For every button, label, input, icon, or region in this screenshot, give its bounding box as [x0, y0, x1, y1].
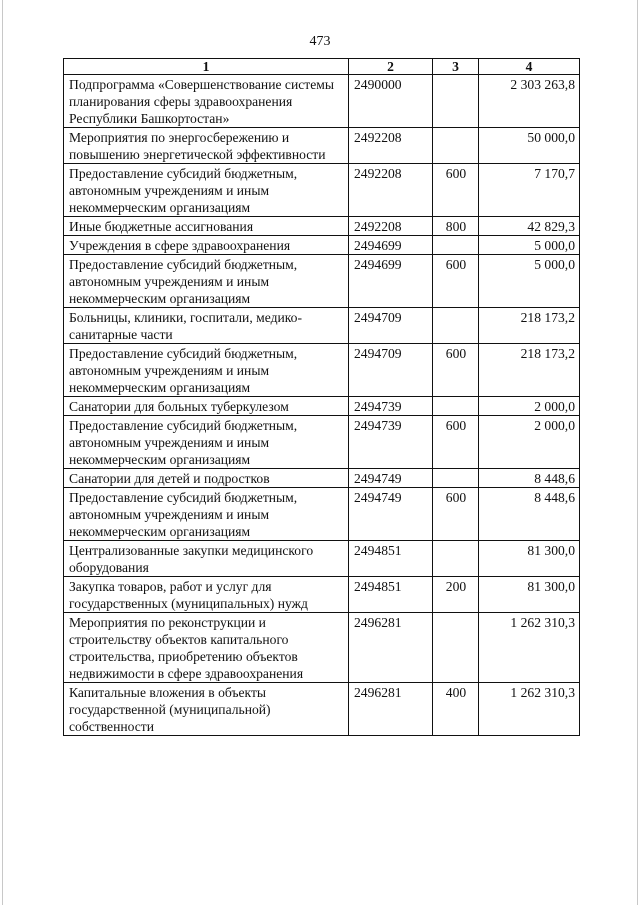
row-type-cell	[433, 75, 479, 128]
row-amount-cell: 81 300,0	[479, 577, 580, 613]
row-code-cell: 2490000	[349, 75, 433, 128]
row-code-cell: 2494749	[349, 488, 433, 541]
row-name-cell: Больницы, клиники, госпитали, медико-санитарные части	[64, 308, 349, 344]
row-amount-cell: 7 170,7	[479, 164, 580, 217]
table-body	[64, 75, 580, 736]
table-row	[64, 255, 580, 308]
row-name-cell: Учреждения в сфере здравоохранения	[64, 236, 349, 255]
row-code-cell: 2492208	[349, 217, 433, 236]
row-code-cell: 2494699	[349, 255, 433, 308]
row-amount-cell: 2 000,0	[479, 397, 580, 416]
row-name-cell: Предоставление субсидий бюджетным, автономным учреждениям и иным некоммерческим организациям	[64, 416, 349, 469]
row-type-cell: 600	[433, 416, 479, 469]
row-code-cell: 2496281	[349, 613, 433, 683]
row-type-cell	[433, 397, 479, 416]
table-row	[64, 416, 580, 469]
row-name-cell: Иные бюджетные ассигнования	[64, 217, 349, 236]
table-row	[64, 577, 580, 613]
column-header-1: 1	[64, 59, 349, 75]
row-name-cell: Закупка товаров, работ и услуг для государственных (муниципальных) нужд	[64, 577, 349, 613]
row-name-cell: Подпрограмма «Совершенствование системы планирования сферы здравоохранения Республики Башкортостан»	[64, 75, 349, 128]
row-code-cell: 2494749	[349, 469, 433, 488]
column-header-2: 2	[349, 59, 433, 75]
row-name-cell: Капитальные вложения в объекты государственной (муниципальной) собственности	[64, 683, 349, 736]
row-code-cell: 2494709	[349, 308, 433, 344]
row-amount-cell: 1 262 310,3	[479, 683, 580, 736]
row-type-cell	[433, 128, 479, 164]
table-row	[64, 397, 580, 416]
row-amount-cell: 81 300,0	[479, 541, 580, 577]
table-row	[64, 164, 580, 217]
row-code-cell: 2494739	[349, 416, 433, 469]
row-name-cell: Предоставление субсидий бюджетным, автономным учреждениям и иным некоммерческим организациям	[64, 344, 349, 397]
row-type-cell	[433, 236, 479, 255]
row-type-cell: 200	[433, 577, 479, 613]
scan-left-edge	[2, 0, 3, 905]
table-row	[64, 75, 580, 128]
row-code-cell: 2494699	[349, 236, 433, 255]
row-amount-cell: 218 173,2	[479, 308, 580, 344]
row-type-cell: 600	[433, 255, 479, 308]
table-row	[64, 128, 580, 164]
row-type-cell	[433, 613, 479, 683]
row-amount-cell: 2 303 263,8	[479, 75, 580, 128]
row-code-cell: 2492208	[349, 164, 433, 217]
row-amount-cell: 8 448,6	[479, 469, 580, 488]
row-name-cell: Предоставление субсидий бюджетным, автономным учреждениям и иным некоммерческим организациям	[64, 488, 349, 541]
row-type-cell: 600	[433, 488, 479, 541]
row-amount-cell: 5 000,0	[479, 255, 580, 308]
row-amount-cell: 8 448,6	[479, 488, 580, 541]
row-name-cell: Мероприятия по энергосбережению и повышению энергетической эффективности	[64, 128, 349, 164]
page-number: 473	[309, 34, 331, 49]
row-amount-cell: 5 000,0	[479, 236, 580, 255]
row-code-cell: 2494709	[349, 344, 433, 397]
row-amount-cell: 1 262 310,3	[479, 613, 580, 683]
table-row	[64, 683, 580, 736]
row-name-cell: Санатории для больных туберкулезом	[64, 397, 349, 416]
table-row	[64, 344, 580, 397]
row-amount-cell: 50 000,0	[479, 128, 580, 164]
row-type-cell: 600	[433, 344, 479, 397]
budget-table	[63, 58, 580, 736]
column-header-4: 4	[479, 59, 580, 75]
table-row	[64, 541, 580, 577]
row-code-cell: 2494739	[349, 397, 433, 416]
row-type-cell: 400	[433, 683, 479, 736]
column-header-3: 3	[433, 59, 479, 75]
row-type-cell: 600	[433, 164, 479, 217]
row-name-cell: Санатории для детей и подростков	[64, 469, 349, 488]
row-code-cell: 2494851	[349, 541, 433, 577]
row-type-cell: 800	[433, 217, 479, 236]
row-amount-cell: 42 829,3	[479, 217, 580, 236]
table-row	[64, 488, 580, 541]
row-type-cell	[433, 308, 479, 344]
row-amount-cell: 2 000,0	[479, 416, 580, 469]
row-code-cell: 2494851	[349, 577, 433, 613]
table-row	[64, 308, 580, 344]
table-header-row	[64, 59, 580, 75]
row-name-cell: Предоставление субсидий бюджетным, автономным учреждениям и иным некоммерческим организациям	[64, 255, 349, 308]
table-row	[64, 236, 580, 255]
row-code-cell: 2492208	[349, 128, 433, 164]
row-type-cell	[433, 541, 479, 577]
table-row	[64, 469, 580, 488]
row-name-cell: Мероприятия по реконструкции и строительству объектов капитального строительства, приобретению объектов недвижимости в сфере здравоохранения	[64, 613, 349, 683]
row-name-cell: Централизованные закупки медицинского оборудования	[64, 541, 349, 577]
table-row	[64, 217, 580, 236]
row-code-cell: 2496281	[349, 683, 433, 736]
row-name-cell: Предоставление субсидий бюджетным, автономным учреждениям и иным некоммерческим организациям	[64, 164, 349, 217]
scan-right-edge	[637, 0, 638, 905]
table-row	[64, 613, 580, 683]
row-type-cell	[433, 469, 479, 488]
row-amount-cell: 218 173,2	[479, 344, 580, 397]
